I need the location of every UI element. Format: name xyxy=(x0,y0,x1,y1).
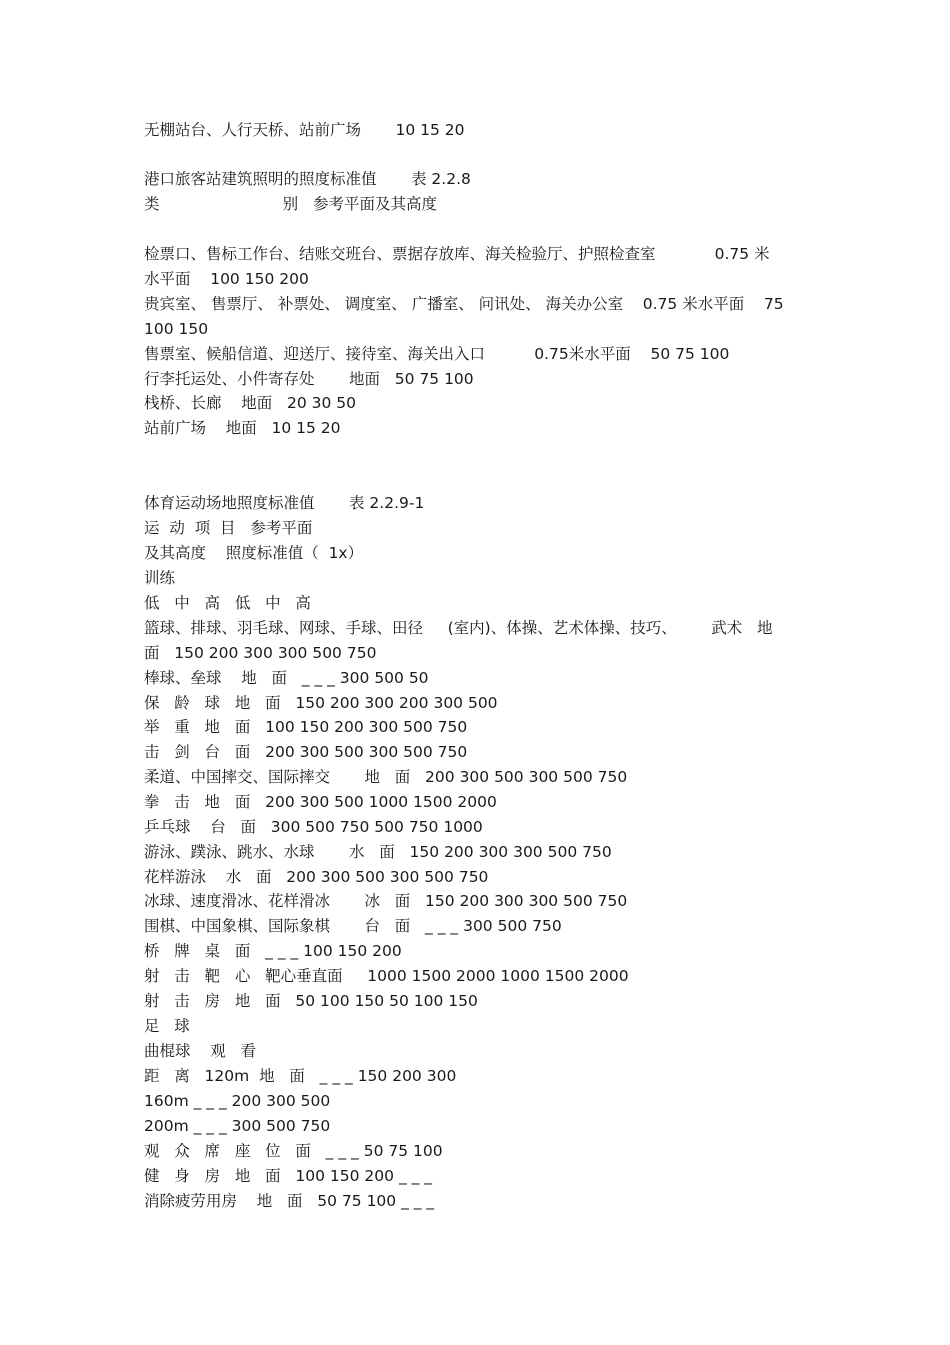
text-line: 售票室、候船信道、迎送厅、接待室、海关出入口 0.75米水平面 50 75 100 xyxy=(144,345,730,363)
text-line: 栈桥、长廊 地面 20 30 50 xyxy=(144,394,357,412)
text-line: 举 重 地 面 100 150 200 300 500 750 xyxy=(144,718,468,736)
text-line: 200m _ _ _ 300 500 750 xyxy=(144,1117,331,1135)
text-line: 观 众 席 座 位 面 _ _ _ 50 75 100 xyxy=(144,1142,443,1160)
text-line: 行李托运处、小件寄存处 地面 50 75 100 xyxy=(144,370,474,388)
table-header: 类 别 参考平面及其高度 xyxy=(144,195,437,213)
text-line: 棒球、垒球 地 面 _ _ _ 300 500 50 xyxy=(144,669,429,687)
text-line: 篮球、排球、羽毛球、网球、手球、田径 (室内)、体操、艺术体操、技巧、 武术 地 xyxy=(144,619,773,637)
text-line: 站前广场 地面 10 15 20 xyxy=(144,419,341,437)
text-line: 拳 击 地 面 200 300 500 1000 1500 2000 xyxy=(144,793,497,811)
text-line: 健 身 房 地 面 100 150 200 _ _ _ xyxy=(144,1167,433,1185)
text-line: 无棚站台、人行天桥、站前广场 10 15 20 xyxy=(144,121,465,139)
table-header: 训练 xyxy=(144,569,176,587)
text-line: 桥 牌 桌 面 _ _ _ 100 150 200 xyxy=(144,942,402,960)
text-line: 足 球 xyxy=(144,1017,190,1035)
text-line: 射 击 房 地 面 50 100 150 50 100 150 xyxy=(144,992,478,1010)
text-line: 距 离 120m 地 面 _ _ _ 150 200 300 xyxy=(144,1067,457,1085)
table-header: 运 动 项 目 参考平面 xyxy=(144,519,313,537)
text-line: 面 150 200 300 300 500 750 xyxy=(144,644,377,662)
text-line: 曲棍球 观 看 xyxy=(144,1042,256,1060)
text-line: 游泳、蹼泳、跳水、水球 水 面 150 200 300 300 500 750 xyxy=(144,843,612,861)
text-line: 射 击 靶 心 靶心垂直面 1000 1500 2000 1000 1500 2000 xyxy=(144,967,629,985)
text-line: 击 剑 台 面 200 300 500 300 500 750 xyxy=(144,743,468,761)
text-line: 贵宾室、 售票厅、 补票处、 调度室、 广播室、 问讯处、 海关办公室 0.75 米水平面 75 xyxy=(144,295,784,313)
text-line: 冰球、速度滑冰、花样滑冰 冰 面 150 200 300 300 500 750 xyxy=(144,892,628,910)
text-line: 围棋、中国象棋、国际象棋 台 面 _ _ _ 300 500 750 xyxy=(144,917,562,935)
text-line: 柔道、中国摔交、国际摔交 地 面 200 300 500 300 500 750 xyxy=(144,768,628,786)
table-header: 及其高度 照度标准值（ 1x） xyxy=(144,544,364,562)
text-line: 水平面 100 150 200 xyxy=(144,270,309,288)
table-title: 体育运动场地照度标准值 表 2.2.9-1 xyxy=(144,494,425,512)
text-line: 乒乓球 台 面 300 500 750 500 750 1000 xyxy=(144,818,483,836)
text-line: 保 龄 球 地 面 150 200 300 200 300 500 xyxy=(144,694,498,712)
text-line: 消除疲劳用房 地 面 50 75 100 _ _ _ xyxy=(144,1192,435,1210)
table-header: 低 中 高 低 中 高 xyxy=(144,594,311,612)
text-line: 检票口、售标工作台、结账交班台、票据存放库、海关检验厅、护照检查室 0.75 米 xyxy=(144,245,770,263)
table-title: 港口旅客站建筑照明的照度标准值 表 2.2.8 xyxy=(144,170,471,188)
text-line: 花样游泳 水 面 200 300 500 300 500 750 xyxy=(144,868,489,886)
text-line: 100 150 xyxy=(144,320,209,338)
text-line: 160m _ _ _ 200 300 500 xyxy=(144,1092,331,1110)
